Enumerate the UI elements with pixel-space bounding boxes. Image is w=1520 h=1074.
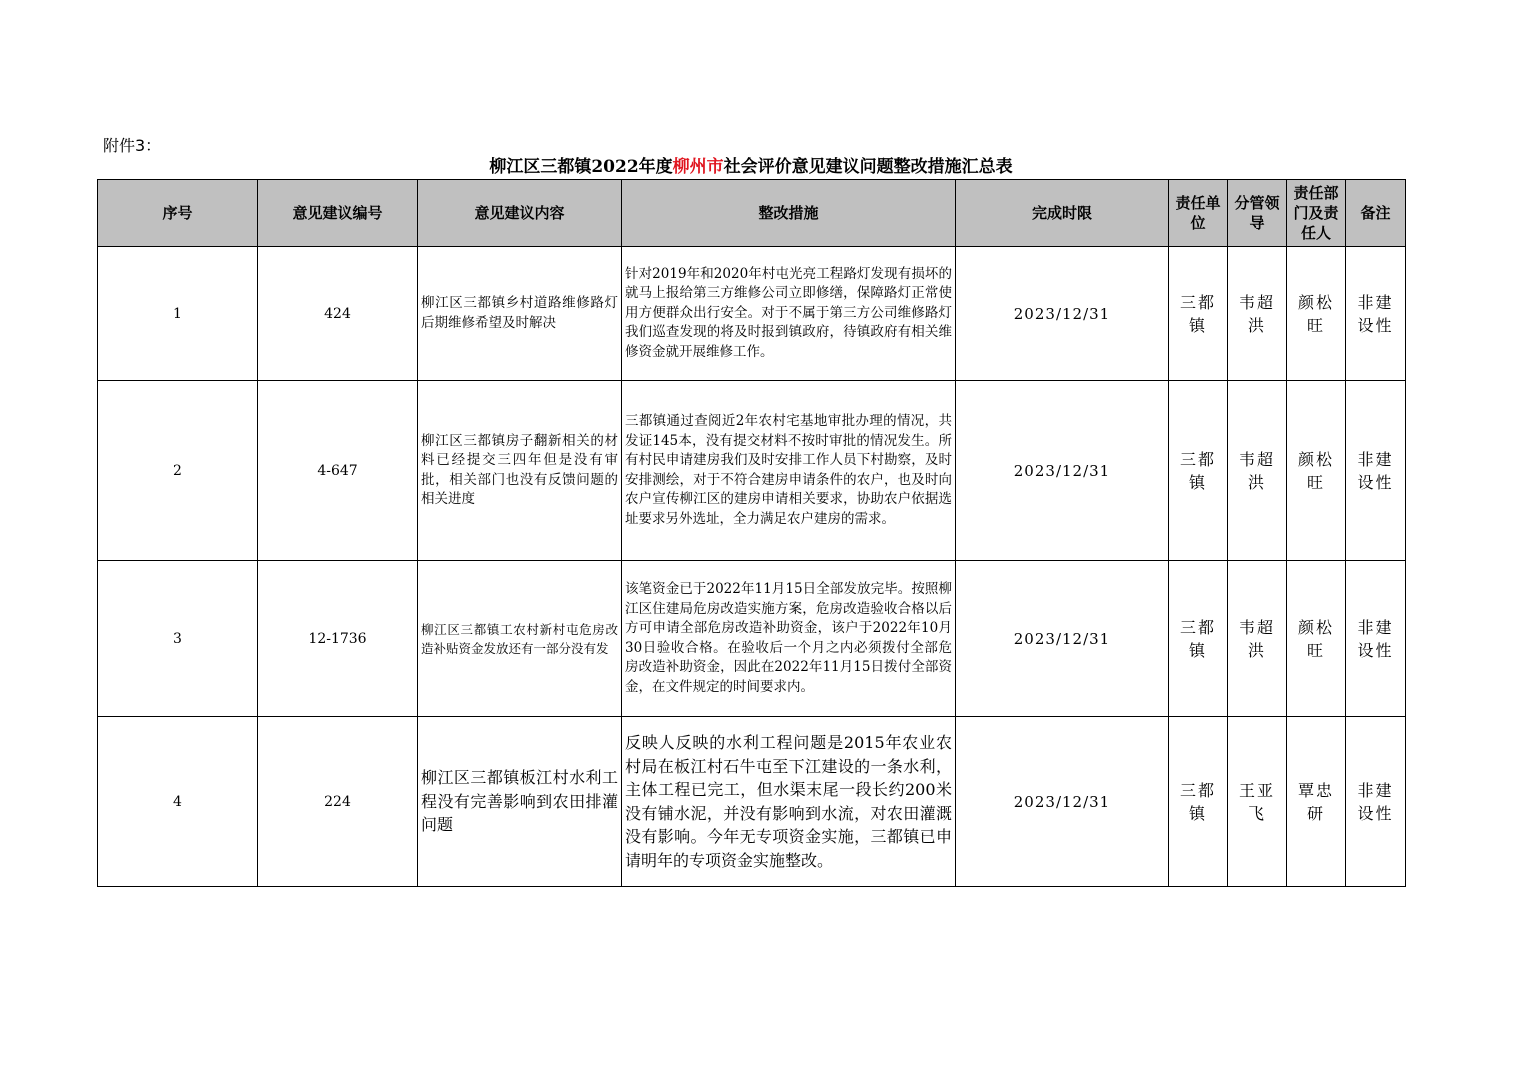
header-remark: 备注 <box>1346 180 1406 247</box>
cell-leader: 王亚飞 <box>1228 717 1287 887</box>
table-row <box>98 247 1406 381</box>
cell-code: 4-647 <box>258 381 418 561</box>
cell-person: 覃忠研 <box>1287 717 1346 887</box>
cell-content: 柳江区三都镇工农村新村屯危房改造补贴资金发放还有一部分没有发 <box>418 561 622 717</box>
cell-unit: 三都镇 <box>1169 717 1228 887</box>
cell-remark: 非建设性 <box>1346 381 1406 561</box>
cell-measure: 三都镇通过查阅近2年农村宅基地审批办理的情况，共发证145本，没有提交材料不按时审批的情况发生。所有村民申请建房我们及时安排工作人员下村勘察，及时安排测绘，对于不符合建房申请条件的农户，也及时向农户宣传柳江区的建房申请相关要求，协助农户依据选址要求另外选址，全力满足农户建房的需求。 <box>622 381 956 561</box>
cell-deadline: 2023/12/31 <box>956 561 1169 717</box>
rectification-table <box>97 179 1406 887</box>
cell-measure: 反映人反映的水利工程问题是2015年农业农村局在板江村石牛屯至下江建设的一条水利，主体工程已完工，但水渠末尾一段长约200米没有铺水泥，并没有影响到水流，对农田灌溉没有影响。今年无专项资金实施，三都镇已申请明年的专项资金实施整改。 <box>622 717 956 887</box>
cell-measure: 针对2019年和2020年村屯光亮工程路灯发现有损坏的就马上报给第三方维修公司立即修缮，保障路灯正常使用方便群众出行安全。对于不属于第三方公司维修路灯我们巡查发现的将及时报到镇政府，待镇政府有相关维修资金就开展维修工作。 <box>622 247 956 381</box>
cell-leader: 韦超洪 <box>1228 247 1287 381</box>
cell-person: 颜松旺 <box>1287 247 1346 381</box>
title-highlight: 柳州市 <box>672 157 724 177</box>
cell-content: 柳江区三都镇乡村道路维修路灯后期维修希望及时解决 <box>418 247 622 381</box>
cell-leader: 韦超洪 <box>1228 561 1287 717</box>
table-header-row <box>98 180 1406 247</box>
cell-unit: 三都镇 <box>1169 247 1228 381</box>
title-suffix: 社会评价意见建议问题整改措施汇总表 <box>723 157 1013 177</box>
cell-no: 1 <box>98 247 258 381</box>
cell-no: 4 <box>98 717 258 887</box>
cell-remark: 非建设性 <box>1346 561 1406 717</box>
header-unit: 责任单位 <box>1169 180 1228 247</box>
title-prefix: 柳江区三都镇2022年度 <box>489 157 673 177</box>
cell-code: 224 <box>258 717 418 887</box>
header-no: 序号 <box>98 180 258 247</box>
cell-unit: 三都镇 <box>1169 561 1228 717</box>
header-code: 意见建议编号 <box>258 180 418 247</box>
cell-code: 424 <box>258 247 418 381</box>
cell-content: 柳江区三都镇板江村水利工程没有完善影响到农田排灌问题 <box>418 717 622 887</box>
table-row <box>98 717 1406 887</box>
cell-remark: 非建设性 <box>1346 717 1406 887</box>
cell-deadline: 2023/12/31 <box>956 381 1169 561</box>
cell-leader: 韦超洪 <box>1228 381 1287 561</box>
cell-code: 12-1736 <box>258 561 418 717</box>
header-person: 责任部门及责任人 <box>1287 180 1346 247</box>
attachment-label: 附件3： <box>103 136 162 155</box>
header-measure: 整改措施 <box>622 180 956 247</box>
cell-measure: 该笔资金已于2022年11月15日全部发放完毕。按照柳江区住建局危房改造实施方案，危房改造验收合格以后方可申请全部危房改造补助资金，该户于2022年10月30日验收合格。在验收后一个月之内必须拨付全部危房改造补助资金，因此在2022年11月15日拨付全部资金，在文件规定的时间要求内。 <box>622 561 956 717</box>
cell-deadline: 2023/12/31 <box>956 717 1169 887</box>
header-content: 意见建议内容 <box>418 180 622 247</box>
cell-unit: 三都镇 <box>1169 381 1228 561</box>
cell-no: 3 <box>98 561 258 717</box>
cell-content: 柳江区三都镇房子翻新相关的材料已经提交三四年但是没有审批，相关部门也没有反馈问题的相关进度 <box>418 381 622 561</box>
header-leader: 分管领导 <box>1228 180 1287 247</box>
cell-no: 2 <box>98 381 258 561</box>
document-title <box>97 155 1405 179</box>
cell-person: 颜松旺 <box>1287 381 1346 561</box>
table-row <box>98 561 1406 717</box>
table-row <box>98 381 1406 561</box>
cell-person: 颜松旺 <box>1287 561 1346 717</box>
cell-remark: 非建设性 <box>1346 247 1406 381</box>
header-deadline: 完成时限 <box>956 180 1169 247</box>
cell-deadline: 2023/12/31 <box>956 247 1169 381</box>
